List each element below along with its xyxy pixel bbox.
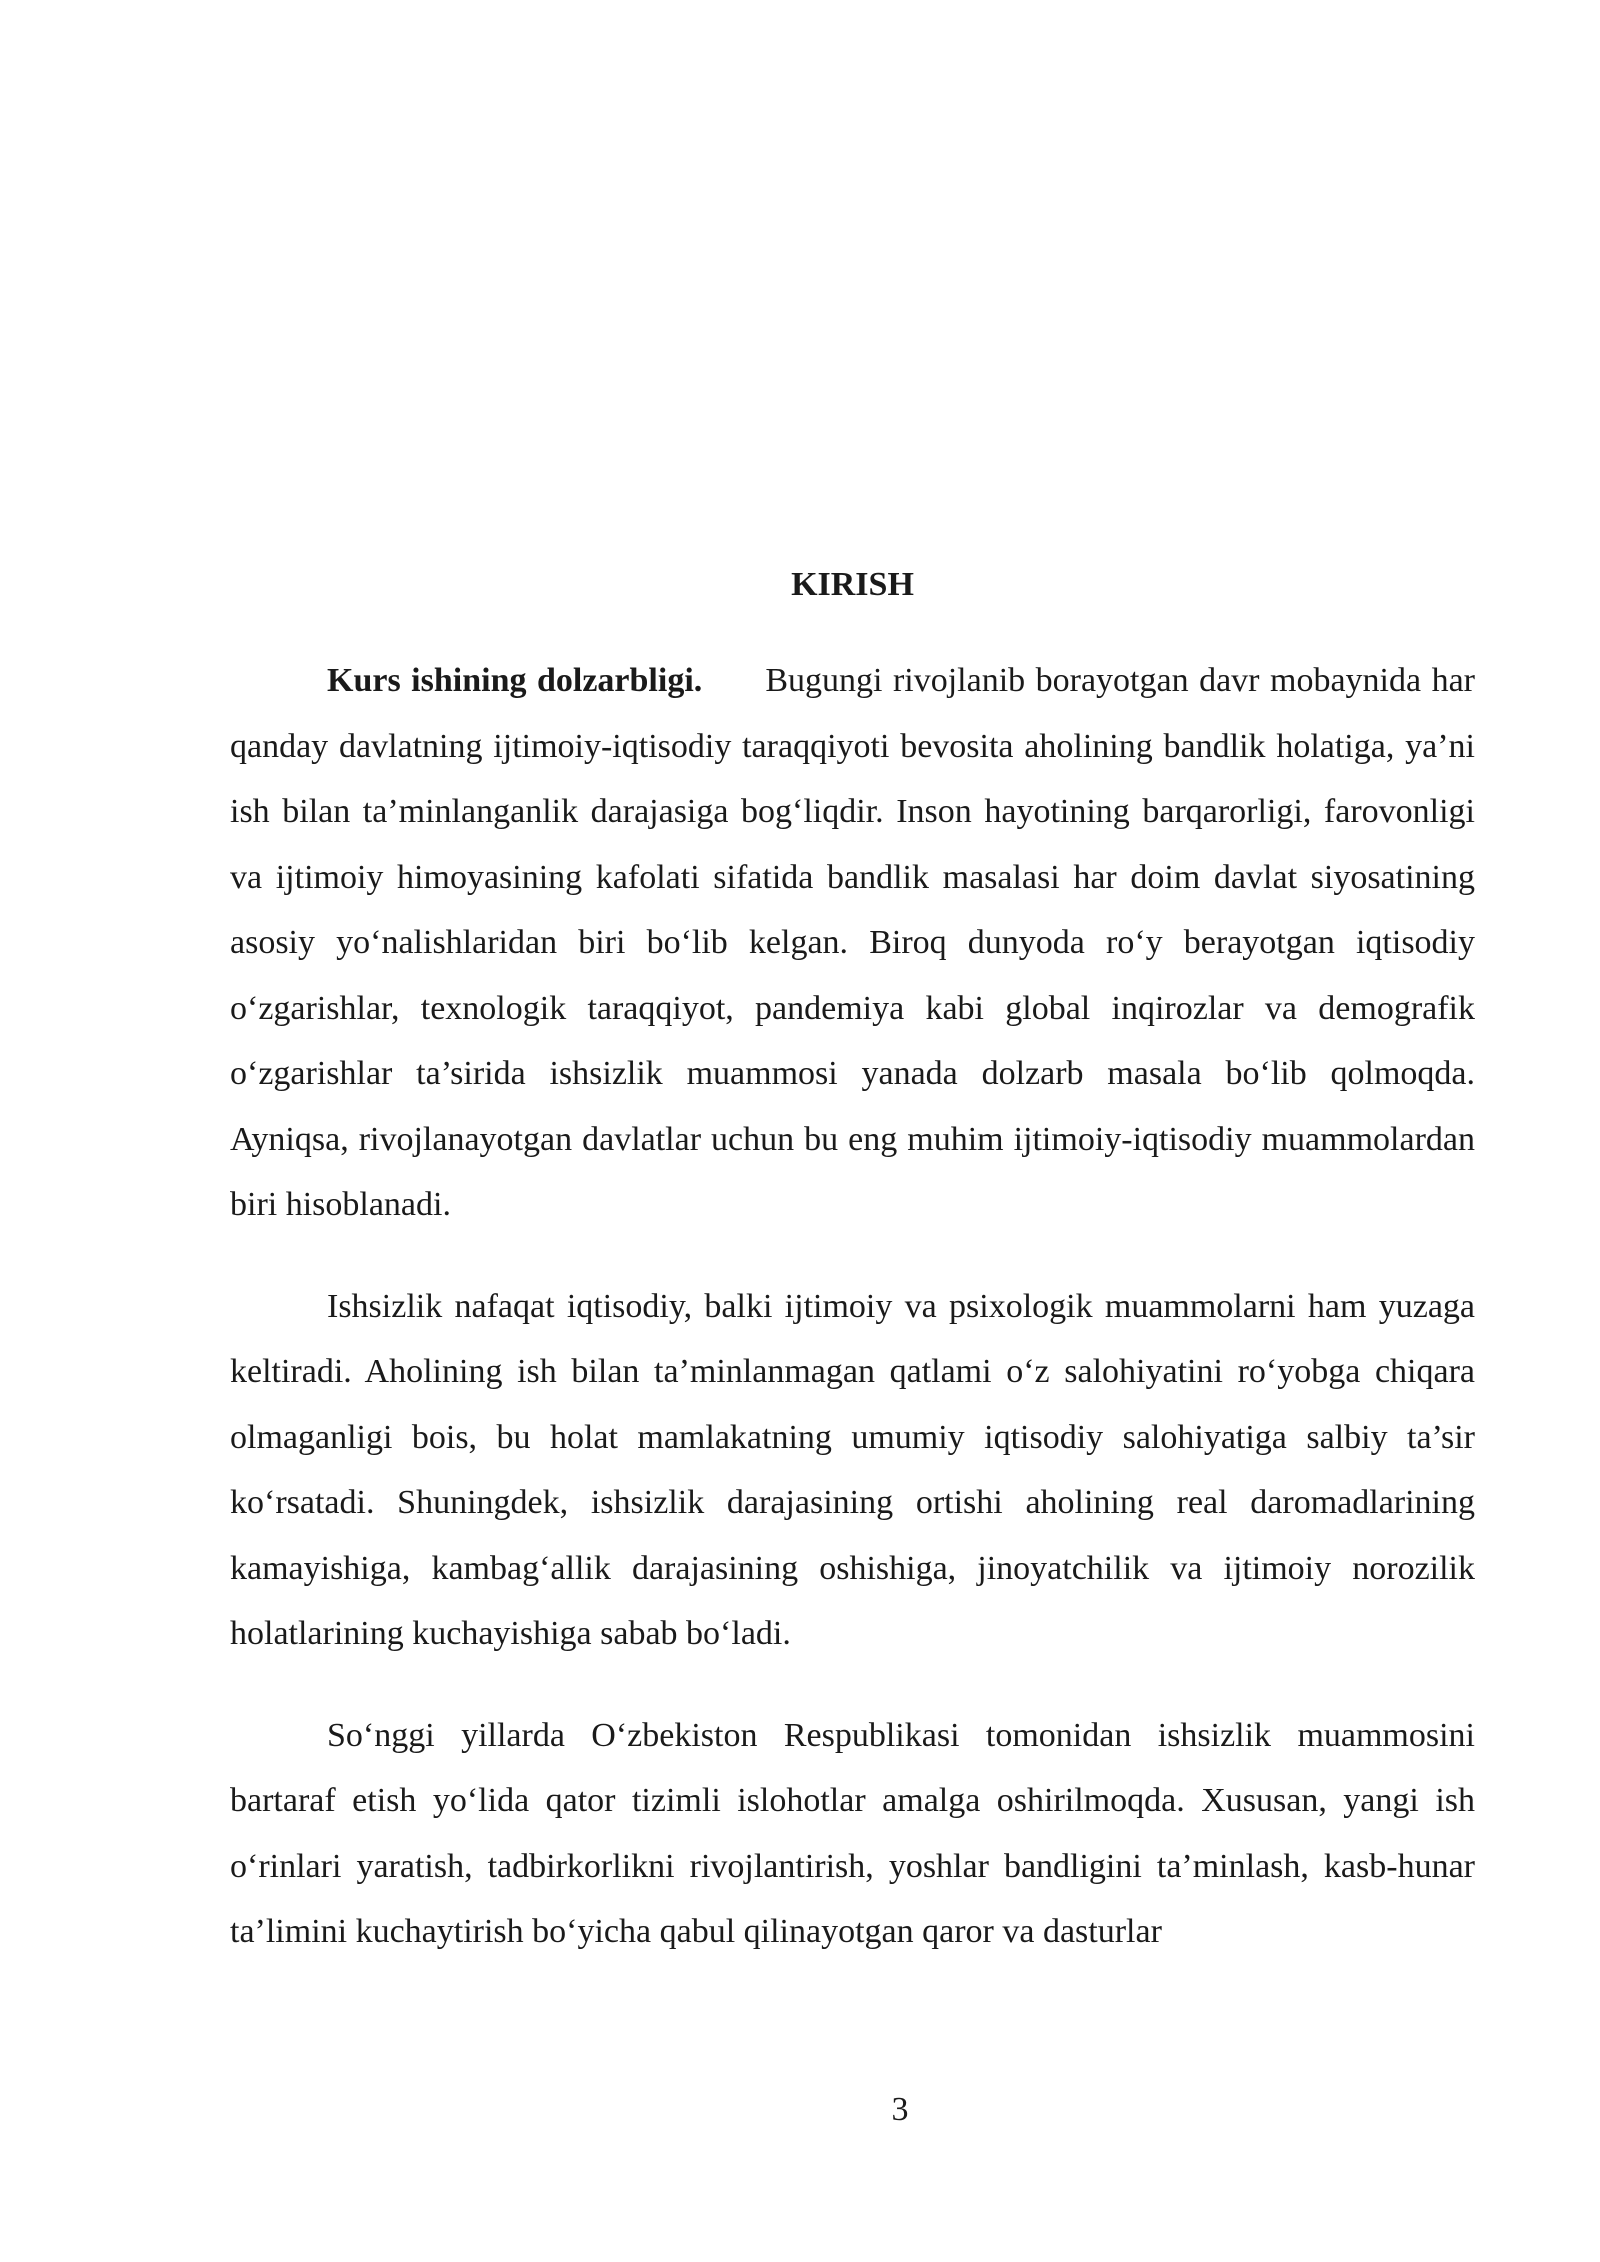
paragraph-1-text: Bugungi rivojlanib borayotgan davr mobaynida har qanday davlatning ijtimoiy-iqtisodiy taraqqiyoti bevosita aholining bandlik holatiga, ya’ni ish bilan ta’minlanganlik darajasiga bog‘liqdir. Inson hayotining barqarorligi, farovonligi va ijtimoiy himoyasining kafolati sifatida bandlik masalasi har doim davlat siyosatining asosiy yo‘nalishlaridan biri bo‘lib kelgan. Biroq dunyoda ro‘y berayotgan iqtisodiy o‘zgarishlar, texnologik taraqqiyot, pandemiya kabi global inqirozlar va demografik o‘zgarishlar ta’sirida ishsizlik muammosi yanada dolzarb masala bo‘lib qolmoqda. Ayniqsa, rivojlanayotgan davlatlar uchun bu eng muhim ijtimoiy-iqtisodiy muammolardan biri hisoblanadi.	[230, 662, 1476, 1223]
paragraph-3: So‘nggi yillarda O‘zbekiston Respublikasi tomonidan ishsizlik muammosini bartaraf etish yo‘lida qator tizimli islohotlar amalga oshirilmoqda. Xususan, yangi ish o‘rinlari yaratish, tadbirkorlikni rivojlantirish, yoshlar bandligini ta’minlash, kasb-hunar ta’limini kuchaytirish bo‘yicha qabul qilinayotgan qaror va dasturlar	[230, 1716, 1475, 1950]
paragraph-lead: Kurs ishining dolzarbligi.	[327, 662, 703, 699]
section-title: KIRISH	[791, 566, 914, 603]
paragraph-2: Ishsizlik nafaqat iqtisodiy, balki ijtimoiy va psixologik muammolarni ham yuzaga keltiradi. Aholining ish bilan ta’minlanmagan qatlami o‘z salohiyatini ro‘yobga chiqara olmaganligi bois, bu holat mamlakatning umumiy iqtisodiy salohiyatiga salbiy ta’sir ko‘rsatadi. Shuningdek, ishsizlik darajasining ortishi aholining real daromadlarining kamayishiga, kambag‘allik darajasining oshishiga, jinoyatchilik va ijtimoiy norozilik holatlarining kuchayishiga sabab bo‘ladi.	[230, 1287, 1475, 1652]
page-number: 3	[891, 2091, 909, 2128]
paragraph-1	[230, 648, 1475, 1238]
page-content	[230, 560, 1475, 1965]
